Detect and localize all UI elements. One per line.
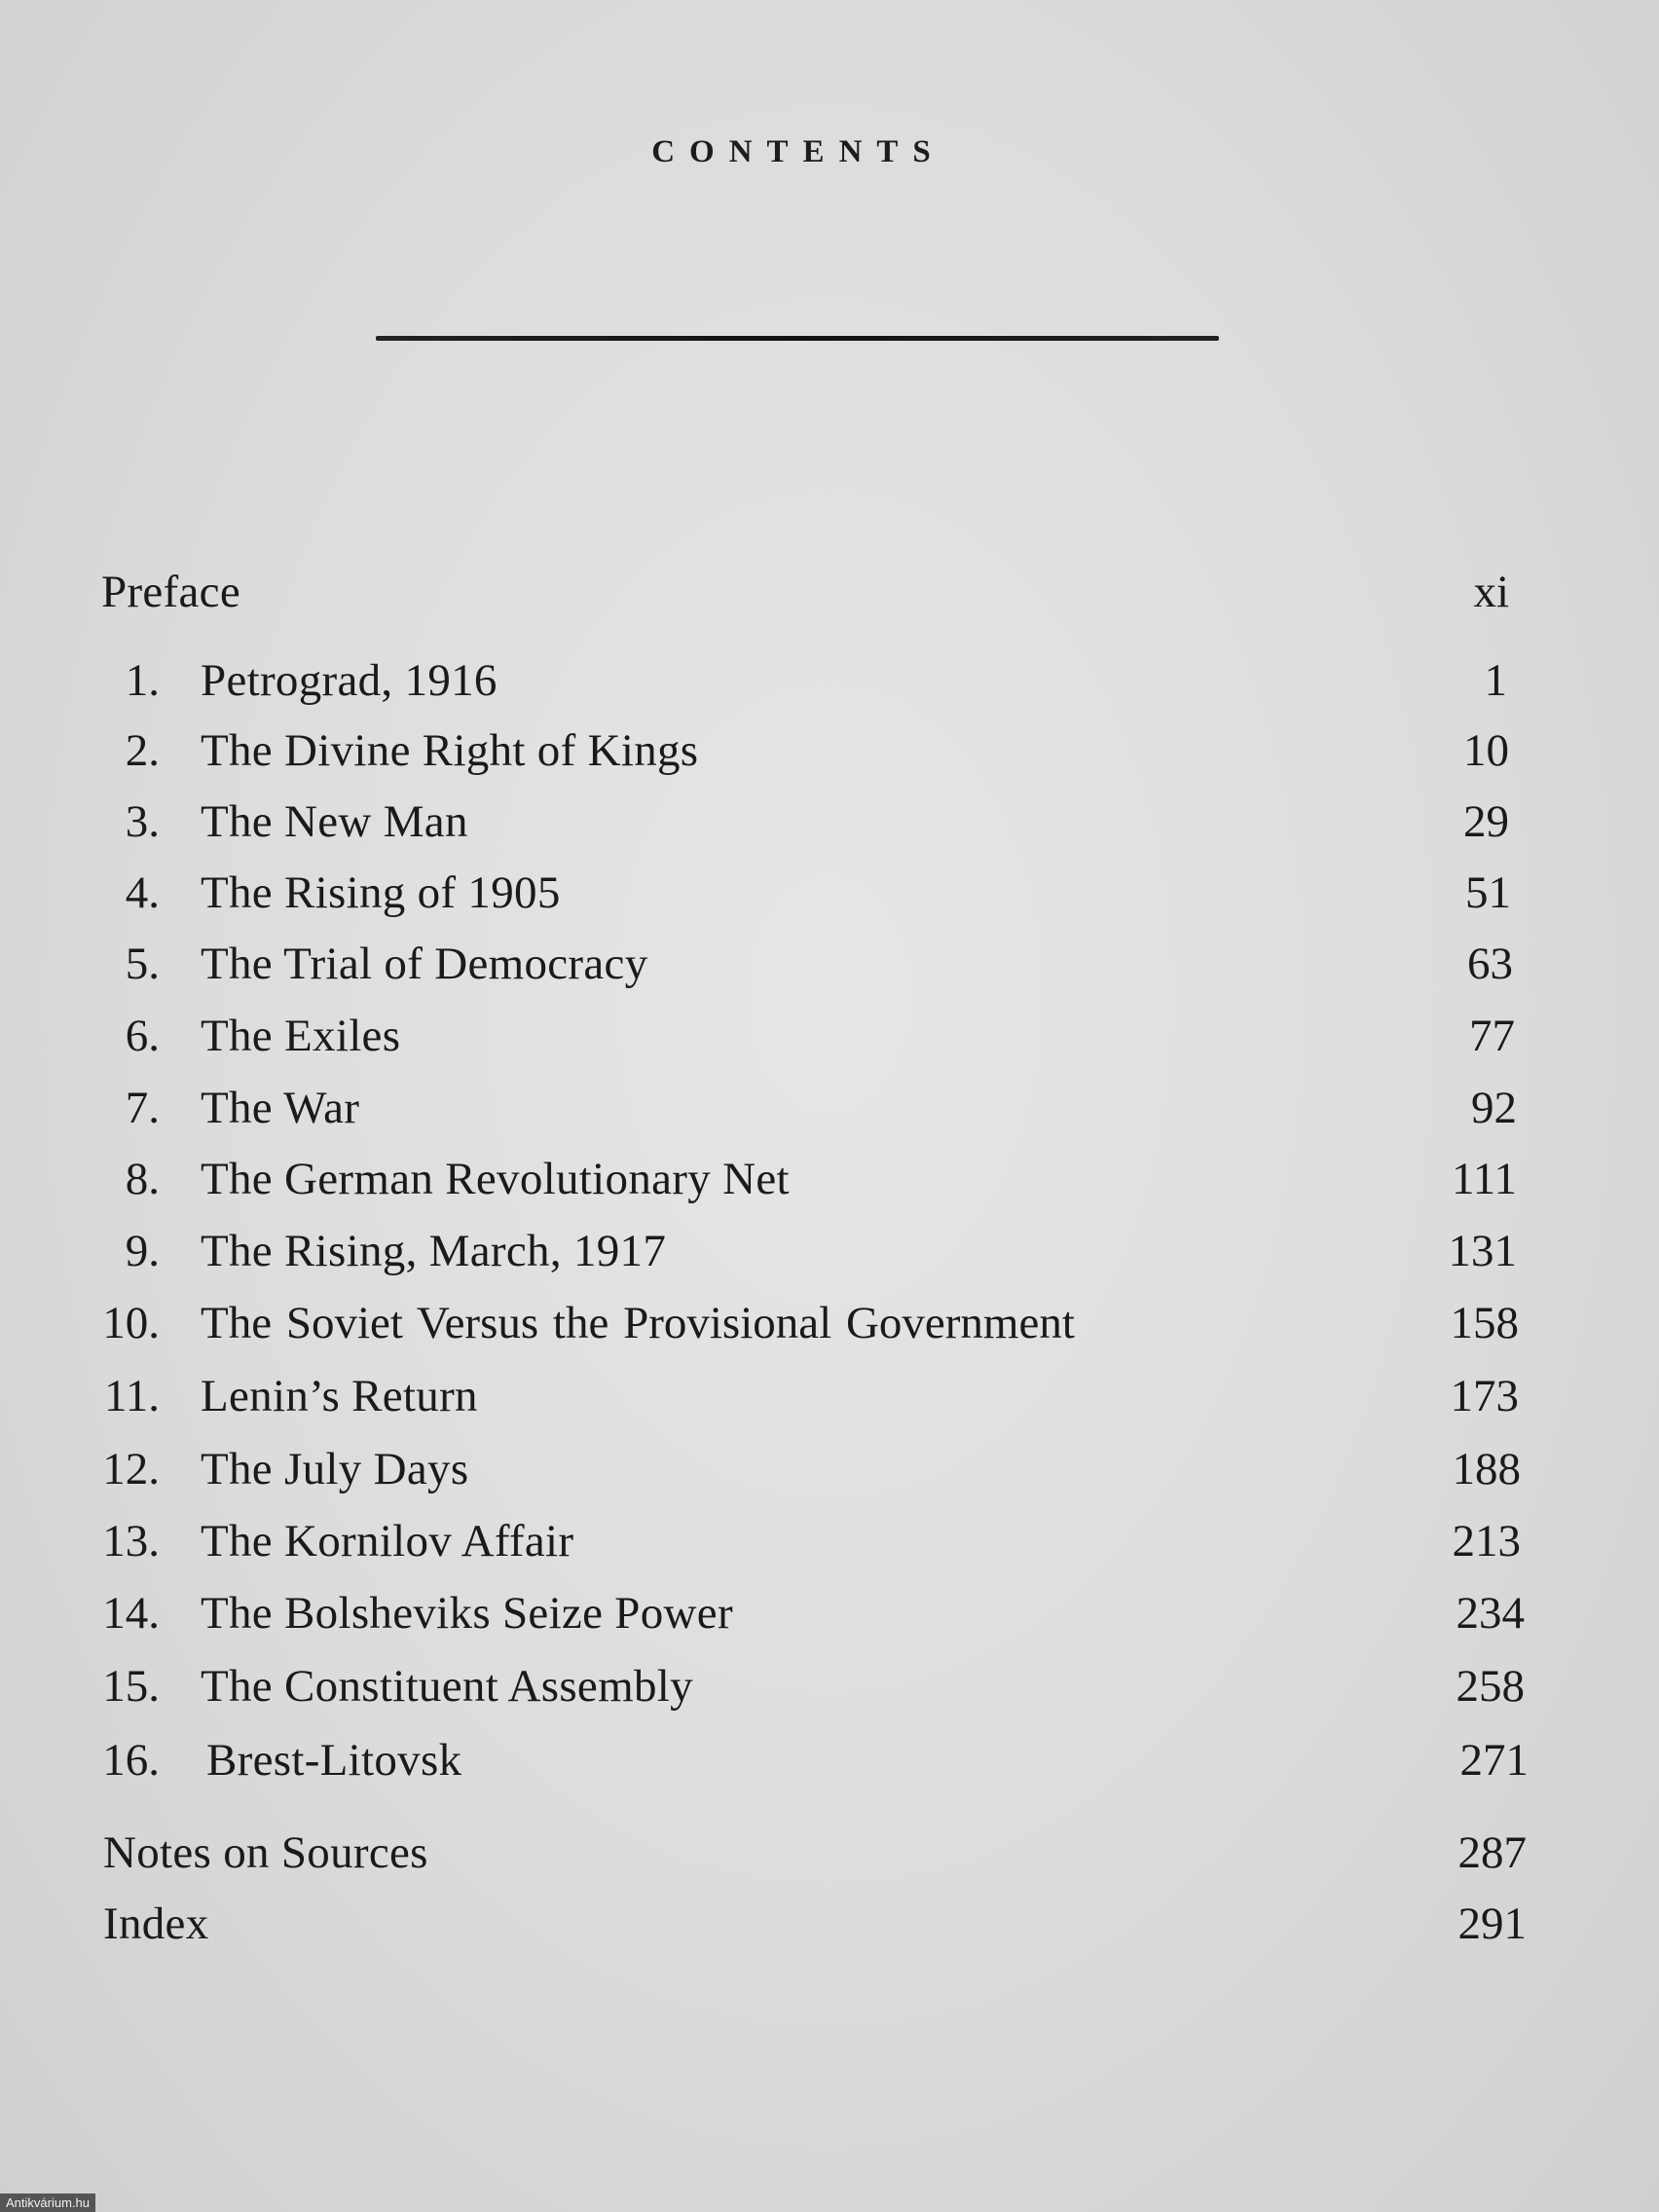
chapter-number: 11. <box>103 1371 160 1421</box>
chapter-number: 5. <box>125 939 160 989</box>
toc-entry-chapter-1 <box>0 651 1659 710</box>
toc-entry-chapter-13 <box>0 1512 1659 1570</box>
back-matter-label: Notes on Sources <box>103 1827 428 1878</box>
chapter-title: The War <box>201 1083 360 1133</box>
chapter-number: 12. <box>102 1444 160 1494</box>
chapter-page: 173 <box>1450 1371 1519 1421</box>
chapter-number: 14. <box>102 1588 160 1639</box>
toc-entry-chapter-9 <box>0 1222 1659 1280</box>
chapter-page: 188 <box>1452 1444 1521 1494</box>
chapter-number: 13. <box>102 1516 160 1567</box>
back-matter-label: Index <box>103 1899 209 1949</box>
chapter-title: The Kornilov Affair <box>201 1516 574 1567</box>
toc-entry-chapter-10 <box>0 1294 1659 1352</box>
chapter-number: 2. <box>125 725 160 776</box>
toc-entry-chapter-14 <box>0 1584 1659 1642</box>
toc-entry-chapter-7 <box>0 1079 1659 1137</box>
preface-label: Preface <box>101 567 240 617</box>
chapter-title: The Soviet Versus the Provisional Government <box>201 1298 1075 1348</box>
toc-entry-chapter-2 <box>0 721 1659 780</box>
chapter-title: Brest-Litovsk <box>206 1735 462 1786</box>
chapter-title: The German Revolutionary Net <box>201 1154 790 1204</box>
chapter-title: The July Days <box>201 1444 469 1494</box>
chapter-number: 16. <box>102 1735 160 1786</box>
toc-entry-chapter-16 <box>0 1731 1659 1789</box>
preface-page: xi <box>1473 567 1509 617</box>
chapter-number: 1. <box>125 655 160 706</box>
chapter-number: 7. <box>125 1083 160 1133</box>
heading-rule <box>376 336 1219 341</box>
chapter-number: 4. <box>125 867 160 918</box>
chapter-title: The Bolsheviks Seize Power <box>201 1588 733 1639</box>
chapter-number: 3. <box>125 796 160 847</box>
toc-entry-preface <box>0 563 1659 621</box>
chapter-title: The New Man <box>201 796 468 847</box>
chapter-page: 213 <box>1452 1516 1521 1567</box>
back-matter-page: 287 <box>1457 1827 1527 1878</box>
chapter-title: Petrograd, 1916 <box>201 655 498 706</box>
toc-entry-chapter-5 <box>0 935 1659 993</box>
chapter-page: 92 <box>1471 1083 1517 1133</box>
chapter-title: The Trial of Democracy <box>201 939 648 989</box>
chapter-page: 51 <box>1465 867 1511 918</box>
toc-entry-chapter-11 <box>0 1367 1659 1425</box>
chapter-page: 10 <box>1463 725 1509 776</box>
chapter-number: 8. <box>125 1154 160 1204</box>
chapter-page: 111 <box>1451 1154 1517 1204</box>
chapter-title: The Constituent Assembly <box>201 1661 693 1712</box>
contents-heading: CONTENTS <box>651 134 945 169</box>
chapter-page: 77 <box>1469 1011 1515 1061</box>
chapter-page: 1 <box>1484 655 1507 706</box>
toc-entry-chapter-4 <box>0 864 1659 922</box>
toc-entry-chapter-8 <box>0 1150 1659 1208</box>
back-matter-page: 291 <box>1457 1899 1527 1949</box>
chapter-page: 29 <box>1463 796 1509 847</box>
chapter-title: The Rising, March, 1917 <box>201 1226 667 1276</box>
chapter-page: 271 <box>1459 1735 1529 1786</box>
toc-entry-chapter-15 <box>0 1657 1659 1715</box>
chapter-page: 131 <box>1448 1226 1517 1276</box>
chapter-number: 6. <box>125 1011 160 1061</box>
chapter-title: The Rising of 1905 <box>201 867 561 918</box>
toc-entry-index <box>0 1895 1659 1953</box>
chapter-page: 63 <box>1467 939 1513 989</box>
chapter-number: 15. <box>102 1661 160 1712</box>
site-watermark: Antikvárium.hu <box>0 2194 95 2212</box>
chapter-page: 234 <box>1456 1588 1525 1639</box>
chapter-number: 9. <box>125 1226 160 1276</box>
chapter-page: 258 <box>1456 1661 1525 1712</box>
toc-entry-notes-on-sources <box>0 1824 1659 1882</box>
chapter-title: The Divine Right of Kings <box>201 725 699 776</box>
chapter-title: Lenin’s Return <box>201 1371 478 1421</box>
toc-entry-chapter-3 <box>0 793 1659 851</box>
toc-entry-chapter-12 <box>0 1440 1659 1498</box>
toc-entry-chapter-6 <box>0 1007 1659 1065</box>
chapter-title: The Exiles <box>201 1011 401 1061</box>
chapter-number: 10. <box>102 1298 160 1348</box>
chapter-page: 158 <box>1450 1298 1519 1348</box>
